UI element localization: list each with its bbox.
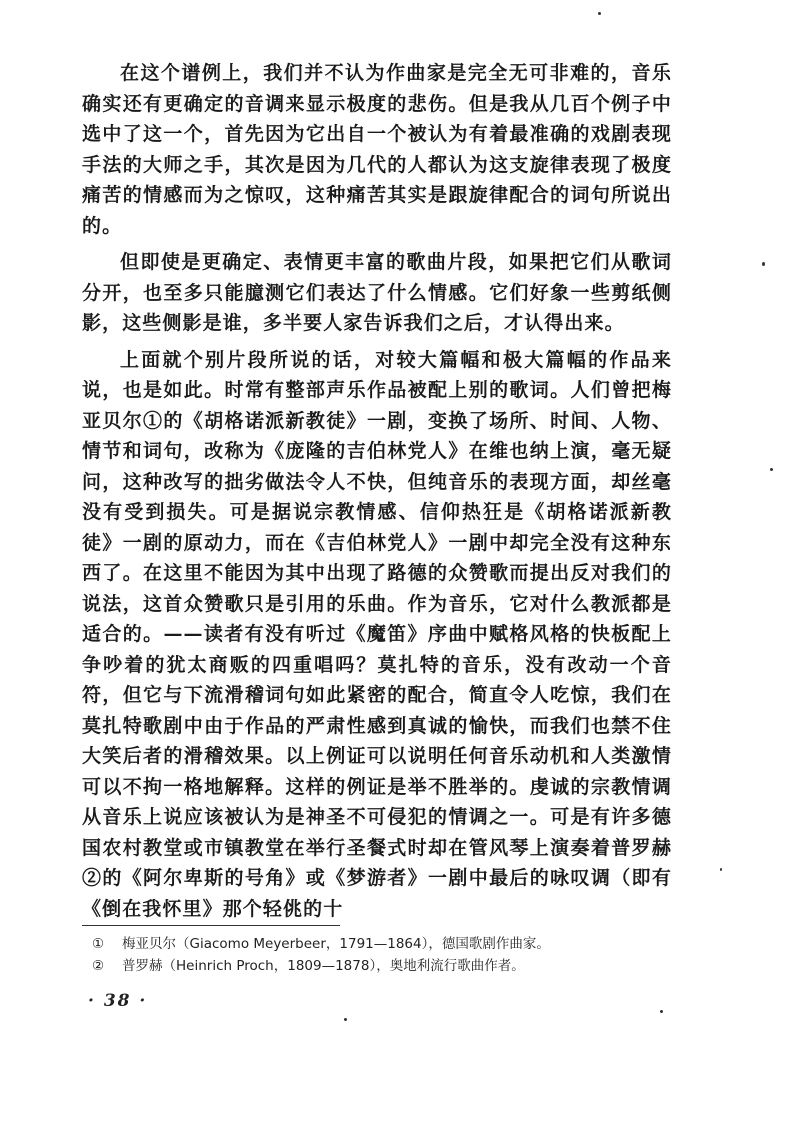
footnote-2-text: 普罗赫（Heinrich Proch，1809—1878），奥地利流行歌曲作者。 [122, 958, 525, 974]
scan-speck [344, 1018, 347, 1021]
footnote-2 [92, 956, 692, 976]
page-number: · 38 · [88, 991, 148, 1011]
scan-speck [762, 262, 765, 266]
paragraph-2: 但即使是更确定、表情更丰富的歌曲片段，如果把它们从歌词分开，也至多只能臆测它们表达了什么情感。它们好象一些剪纸侧影，这些侧影是谁，多半要人家告诉我们之后，才认得出来。 [82, 251, 672, 334]
footnote-1-mark: ① [92, 936, 105, 952]
scan-speck [720, 868, 722, 871]
paragraph-3: 上面就个别片段所说的话，对较大篇幅和极大篇幅的作品来说，也是如此。时常有整部声乐作品被配上别的歌词。人们曾把梅亚贝尔①的《胡格诺派新教徒》一剧，变换了场所、时间、人物、情节和词句，改称为《庞隆的吉伯林党人》在维也纳上演，毫无疑问，这种改写的拙劣做法令人不快，但纯音乐的表现方面，却丝毫没有受到损失。可是据说宗教情感、信仰热狂是《胡格诺派新教徒》一剧的原动力，而在《吉伯林党人》一剧中却完全没有这种东西了。在这里不能因为其中出现了路德的众赞歌而提出反对我们的说法，这首众赞歌只是引用的乐曲。作为音乐，它对什么教派都是适合的。——读者有没有听过《魔笛》序曲中赋格风格的快板配上争吵着的犹太商贩的四重唱吗？莫扎特的音乐，没有改动一个音符，但它与下流滑稽词句如此紧密的配合，简直令人吃惊，我们在莫扎特歌剧中由于作品的严肃性感到真诚的愉快，而我们也禁不住大笑后者的滑稽效果。以上例证可以说明任何音乐动机和人类激情可以不拘一格地解释。这样的例证是举不胜举的。虔诚的宗教情调从音乐上说应该被认为是神圣不可侵犯的情调之一。可是有许多德国农村教堂或市镇教堂在举行圣餐式时却在管风琴上演奏着普罗赫②的《阿尔卑斯的号角》或《梦游者》一剧中最后的咏叹调（即有《倒在我怀里》那个轻佻的十 [82, 348, 672, 920]
paragraph-1: 在这个谱例上，我们并不认为作曲家是完全无可非难的，音乐确实还有更确定的音调来显示极度的悲伤。但是我从几百个例子中选中了这一个，首先因为它出自一个被认为有着最准确的戏剧表现手法的大师之手，其次是因为几代的人都认为这支旋律表现了极度痛苦的情感而为之惊叹，这种痛苦其实是跟旋律配合的词句所说出的。 [82, 62, 672, 237]
footnote-2-mark: ② [92, 958, 105, 974]
body-text [82, 58, 672, 924]
scan-speck [770, 468, 773, 471]
footnote-divider [82, 925, 340, 926]
footnote-1 [92, 934, 692, 954]
scan-speck [660, 1010, 663, 1013]
footnote-1-text: 梅亚贝尔（Giacomo Meyerbeer，1791—1864），德国歌剧作曲家。 [122, 936, 550, 952]
scan-speck [598, 12, 601, 15]
